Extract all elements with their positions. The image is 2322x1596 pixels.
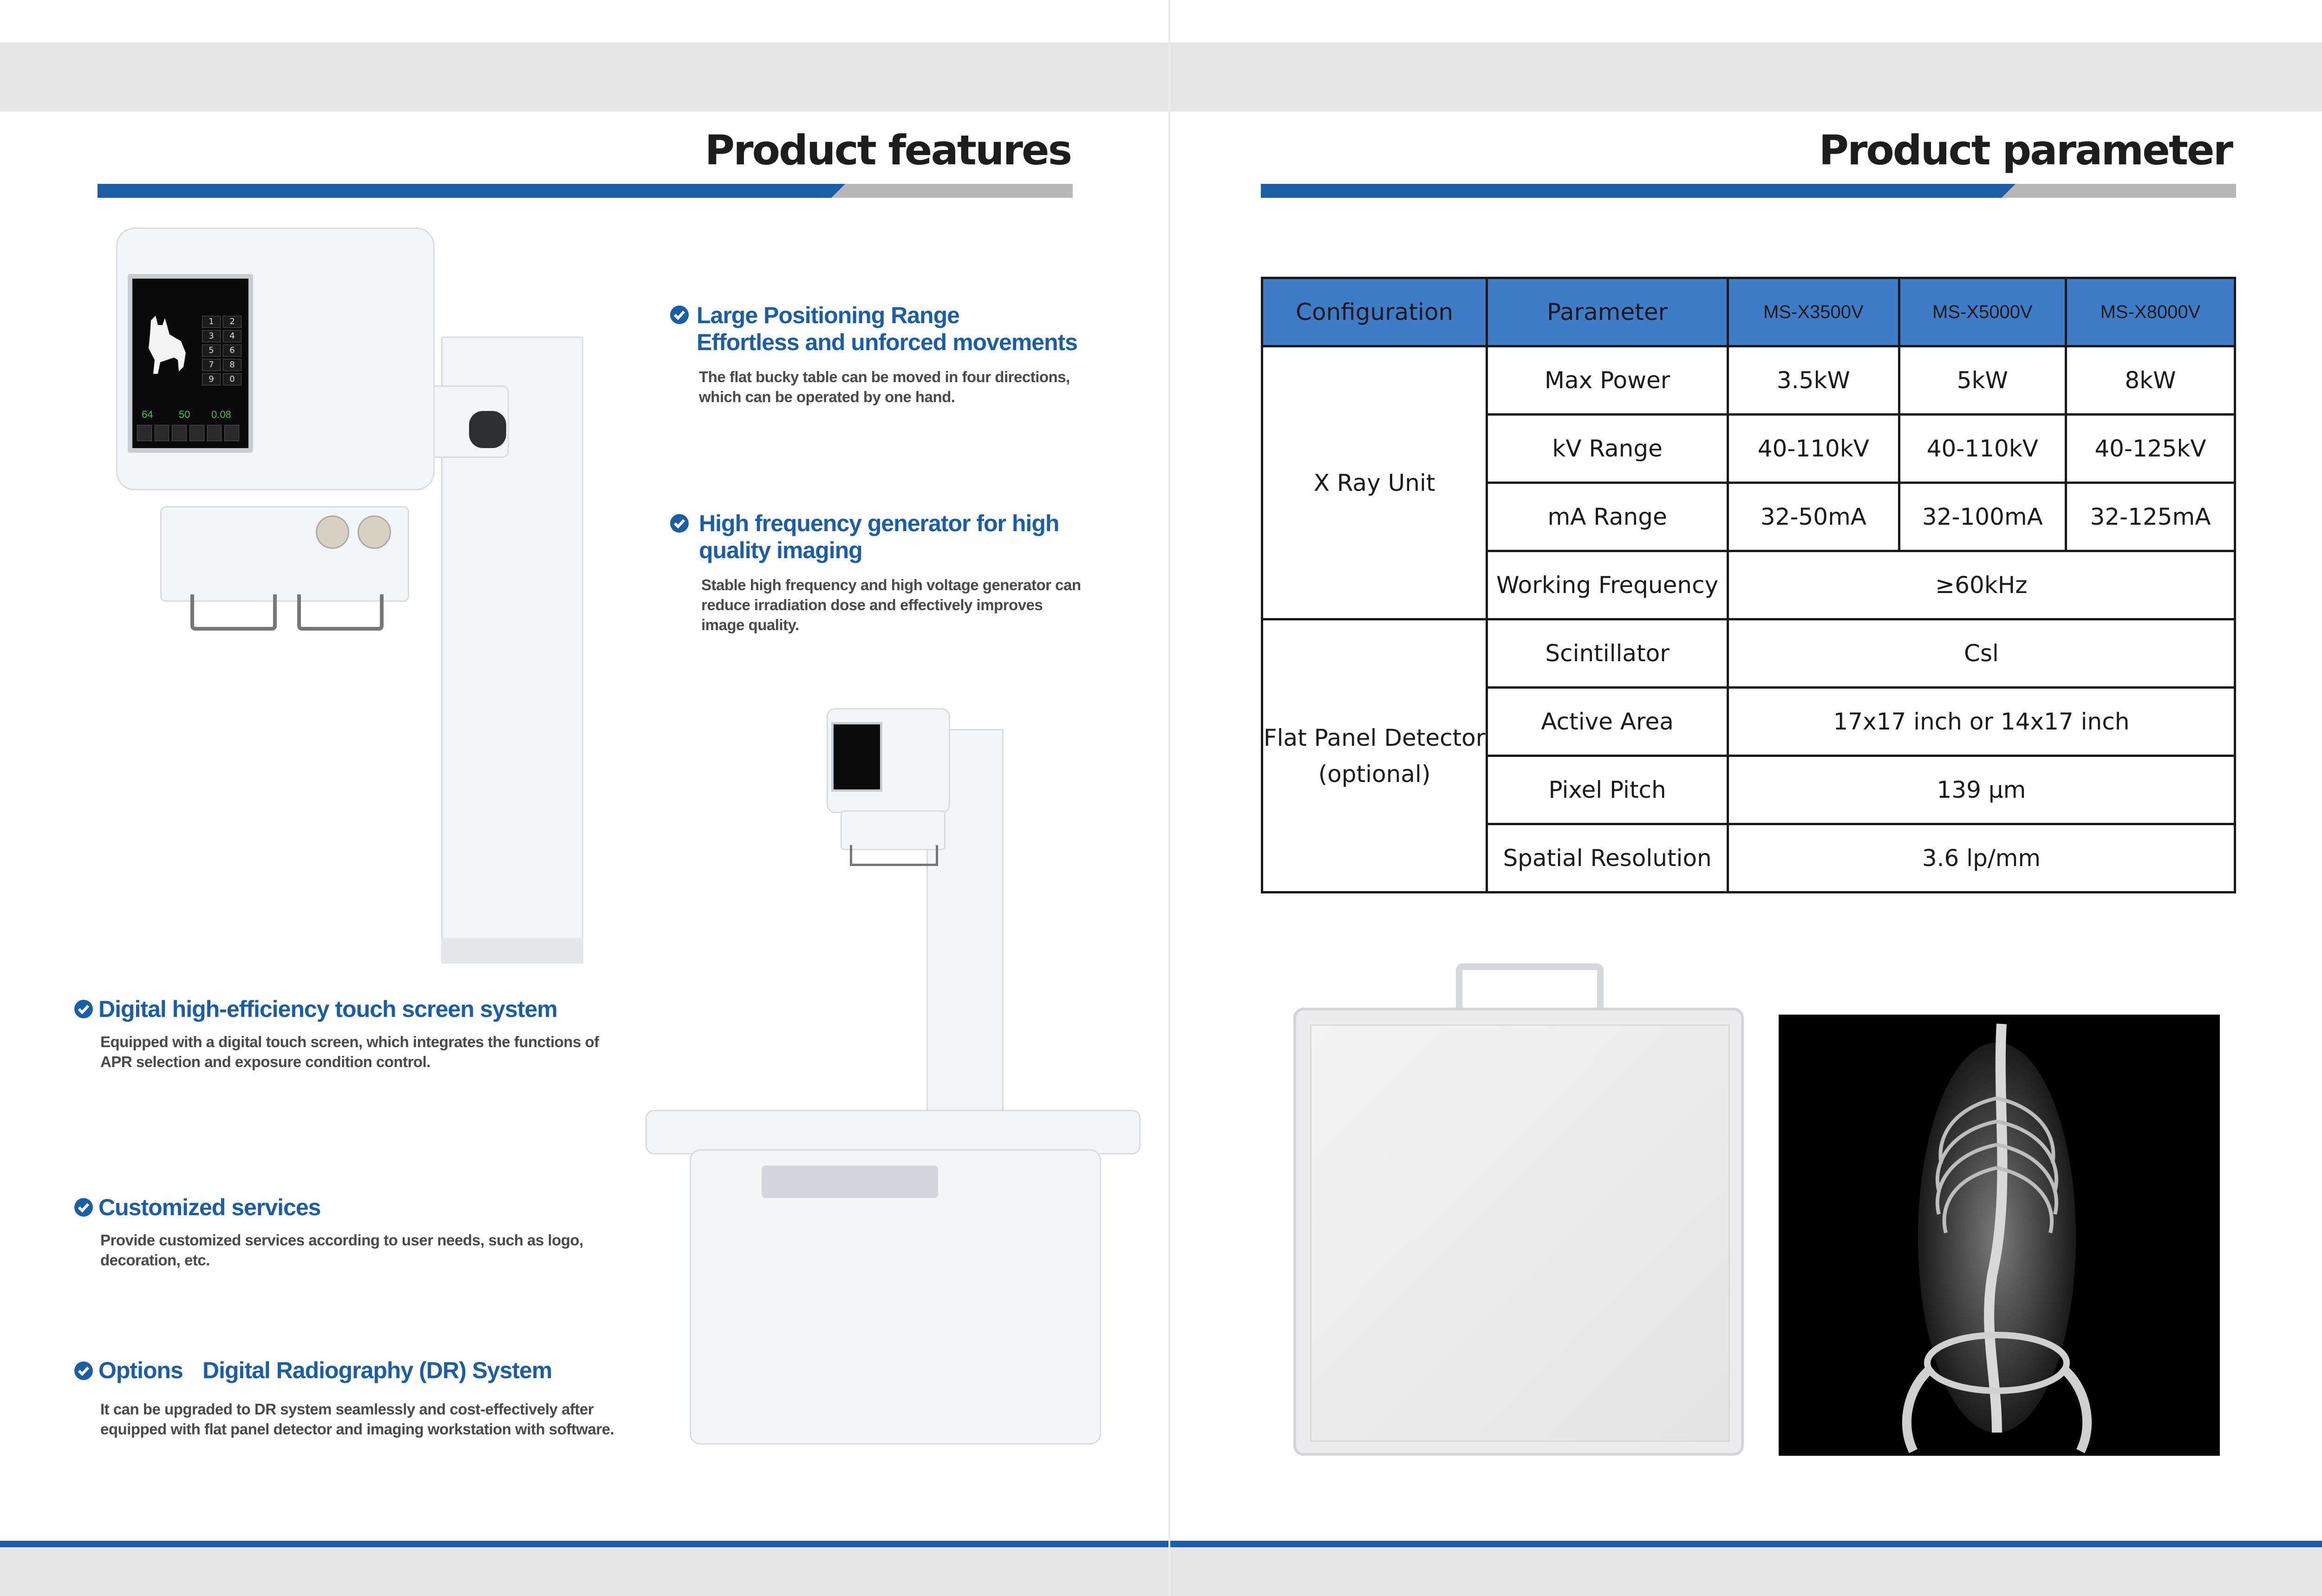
param-cell: kV Range <box>1487 415 1728 483</box>
param-cell: Pixel Pitch <box>1487 756 1728 824</box>
bottom-band <box>0 1546 2322 1596</box>
keypad-key[interactable]: 1 <box>202 316 221 328</box>
feature-heading: quality imaging <box>699 537 862 563</box>
config-line: (optional) <box>1318 760 1431 788</box>
page-spine <box>1168 0 1170 1596</box>
table-header-row <box>1262 278 2235 346</box>
check-circle-icon <box>74 1198 93 1217</box>
feature-text: image quality. <box>701 616 799 633</box>
value-cell: 40-125kV <box>2066 415 2235 483</box>
header-model-3500: MS-X3500V <box>1728 278 1899 346</box>
feature-text: which can be operated by one hand. <box>699 388 955 405</box>
keypad-key[interactable]: 6 <box>223 345 241 357</box>
param-cell: Active Area <box>1487 688 1728 756</box>
collimator-dial-right <box>358 515 391 549</box>
handle-left <box>190 594 277 631</box>
bottom-blue-line <box>0 1541 2322 1547</box>
keypad-key[interactable]: 8 <box>223 359 241 371</box>
title-bar-blue <box>98 184 845 198</box>
check-circle-icon <box>74 1361 93 1380</box>
keypad-key[interactable]: 9 <box>202 373 221 385</box>
screen-buttons <box>137 425 239 441</box>
feature-text: decoration, etc. <box>100 1251 210 1269</box>
dog-silhouette-icon <box>142 316 188 376</box>
title-bar-grey-right <box>2002 184 2236 198</box>
header-model-5000: MS-X5000V <box>1899 278 2066 346</box>
collimator-dial-left <box>316 515 349 549</box>
feature-text: Stable high frequency and high voltage generator can <box>701 576 1081 593</box>
value-cell: 3.6 lp/mm <box>1728 824 2235 892</box>
value-cell: 40-110kV <box>1728 415 1899 483</box>
param-cell: mA Range <box>1487 483 1728 551</box>
table-top <box>646 1110 1141 1154</box>
check-circle-icon <box>74 1000 93 1018</box>
detector-handle <box>1456 964 1604 1012</box>
header-configuration: Configuration <box>1262 278 1487 346</box>
screen-readout-mas: 0.08 <box>211 409 231 420</box>
screen-keypad-grid[interactable] <box>202 316 244 385</box>
table-row <box>1262 346 2235 415</box>
small-touch-screen <box>831 722 882 792</box>
feature-heading: Large Positioning Range <box>697 302 959 328</box>
parameter-table <box>1261 277 2236 893</box>
page-title-parameter: Product parameter <box>1819 126 2232 174</box>
feature-heading: Effortless and unforced movements <box>697 329 1077 355</box>
xray-tube-illustration <box>111 228 594 971</box>
column-base <box>441 938 583 964</box>
value-cell: 139 μm <box>1728 756 2235 824</box>
arm-knob <box>469 411 506 448</box>
small-collimator <box>841 810 946 850</box>
keypad-key[interactable]: 5 <box>202 345 221 357</box>
value-cell: 40-110kV <box>1899 415 2066 483</box>
title-bar-grey <box>831 184 1073 198</box>
value-cell: ≥60kHz <box>1728 551 2235 619</box>
title-bar-blue-right <box>1261 184 2018 198</box>
feature-text: reduce irradiation dose and effectively improves <box>701 596 1043 613</box>
feature-heading: Options <box>98 1357 183 1383</box>
xray-table-illustration <box>646 701 1147 1453</box>
small-handles <box>850 845 938 866</box>
bucky-tray <box>762 1166 938 1198</box>
detector-face <box>1310 1024 1730 1442</box>
keypad-key[interactable]: 2 <box>223 316 241 328</box>
feature-heading: High frequency generator for high <box>699 510 1059 536</box>
handle-right <box>297 594 384 631</box>
feature-text: equipped with flat panel detector and imaging workstation with software. <box>100 1420 614 1438</box>
feature-text: Provide customized services according to user needs, such as logo, <box>100 1231 583 1249</box>
feature-text: APR selection and exposure condition control. <box>100 1053 430 1070</box>
feature-text: It can be upgraded to DR system seamlessly and cost-effectively after <box>100 1401 594 1418</box>
keypad-key[interactable]: 3 <box>202 330 221 342</box>
screen-readout-kv: 64 <box>142 409 153 420</box>
config-line: Flat Panel Detector <box>1263 724 1486 751</box>
config-xray-unit: X Ray Unit <box>1262 346 1487 619</box>
detector-body <box>1293 1008 1744 1456</box>
touch-screen <box>128 274 253 453</box>
feature-text: The flat bucky table can be moved in four directions, <box>699 368 1070 385</box>
flat-panel-detector-image <box>1293 964 1748 1460</box>
table-row <box>1262 619 2235 688</box>
param-cell: Max Power <box>1487 346 1728 415</box>
param-cell: Spatial Resolution <box>1487 824 1728 892</box>
check-circle-icon <box>670 514 689 533</box>
xray-radiograph-image <box>1779 1015 2220 1456</box>
feature-heading: Digital high-efficiency touch screen system <box>98 996 557 1022</box>
header-parameter: Parameter <box>1487 278 1728 346</box>
value-cell: Csl <box>1728 619 2235 688</box>
value-cell: 8kW <box>2066 346 2235 415</box>
value-cell: 17x17 inch or 14x17 inch <box>1728 688 2235 756</box>
top-band <box>0 43 2322 111</box>
feature-heading: Customized services <box>98 1194 321 1220</box>
dog-skeleton-icon <box>1779 1015 2220 1456</box>
value-cell: 3.5kW <box>1728 346 1899 415</box>
screen-readout-ma: 50 <box>179 409 190 420</box>
page-title-features: Product features <box>704 126 1071 174</box>
keypad-key[interactable]: 0 <box>223 373 241 385</box>
feature-heading: Digital Radiography (DR) System <box>202 1357 552 1383</box>
keypad-key[interactable]: 4 <box>223 330 241 342</box>
keypad-key[interactable]: 7 <box>202 359 221 371</box>
param-cell: Working Frequency <box>1487 551 1728 619</box>
feature-text: Equipped with a digital touch screen, which integrates the functions of <box>100 1033 599 1050</box>
value-cell: 32-100mA <box>1899 483 2066 551</box>
value-cell: 5kW <box>1899 346 2066 415</box>
param-cell: Scintillator <box>1487 619 1728 688</box>
value-cell: 32-125mA <box>2066 483 2235 551</box>
config-flat-panel <box>1262 619 1487 892</box>
value-cell: 32-50mA <box>1728 483 1899 551</box>
header-model-8000: MS-X8000V <box>2066 278 2235 346</box>
check-circle-icon <box>670 306 689 324</box>
